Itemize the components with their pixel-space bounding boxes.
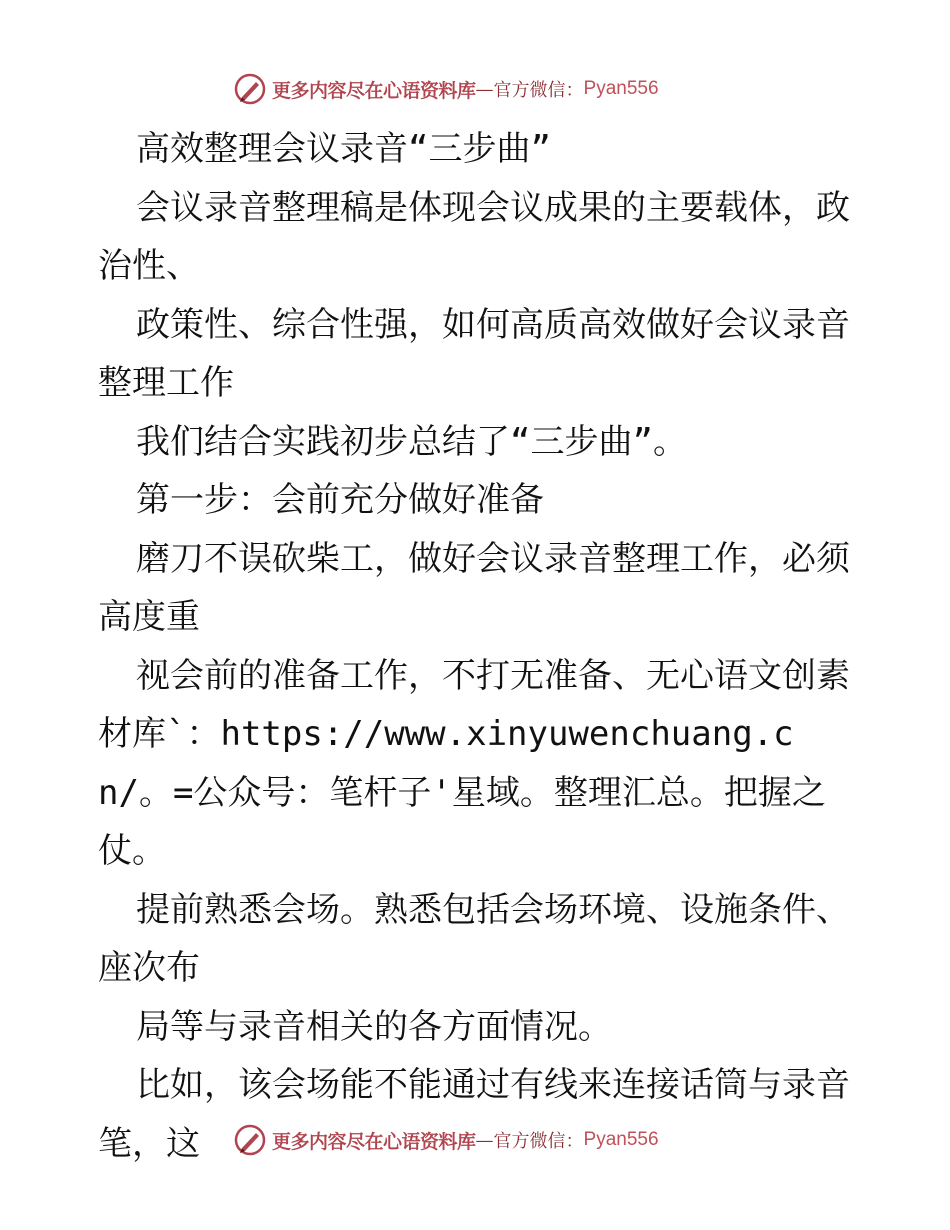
doc-title: 高效整理会议录音“三步曲”: [136, 129, 551, 169]
pen-logo-icon: [234, 73, 266, 105]
section-heading: 第一步：会前充分做好准备: [136, 480, 544, 520]
footer-dash: —: [475, 1129, 494, 1151]
banner-dash: —: [475, 78, 494, 100]
paragraph: 政策性、综合性强，如何高质高效做好会议录音整理工作: [98, 304, 850, 403]
footer-banner: [234, 1123, 714, 1157]
footer-wechat-id: Pyan556: [583, 1129, 659, 1150]
paragraph: 局等与录音相关的各方面情况。: [136, 1006, 612, 1047]
footer-sub-text: 官方微信：: [493, 1131, 584, 1152]
paragraph: 会议录音整理稿是体现会议成果的主要载体，政治性、: [98, 187, 850, 286]
paragraph: 我们结合实践初步总结了“三步曲”。: [136, 421, 687, 462]
pen-logo-icon: [234, 1124, 266, 1156]
paragraph: 磨刀不误砍柴工，做好会议录音整理工作，必须高度重: [98, 538, 850, 637]
paragraph: 比如，该会场能不能通过有线来连接话筒与录音笔，这: [98, 1065, 850, 1164]
paragraph: 视会前的准备工作，不打无准备、无心语文创素材库`：https://www.xinyuwenchuang.cn/。=公众号：笔杆子'星域。整理汇总。把握之仗。: [98, 655, 850, 871]
banner-sub-text: 官方微信：: [493, 80, 584, 101]
banner-wechat-id: Pyan556: [583, 78, 659, 99]
banner-main-text: 更多内容尽在心语资料库: [272, 79, 476, 102]
footer-main-text: 更多内容尽在心语资料库: [272, 1130, 476, 1153]
document-body: [98, 120, 858, 1173]
paragraph: 提前熟悉会场。熟悉包括会场环境、设施条件、座次布: [98, 889, 850, 988]
header-banner: [234, 72, 714, 106]
